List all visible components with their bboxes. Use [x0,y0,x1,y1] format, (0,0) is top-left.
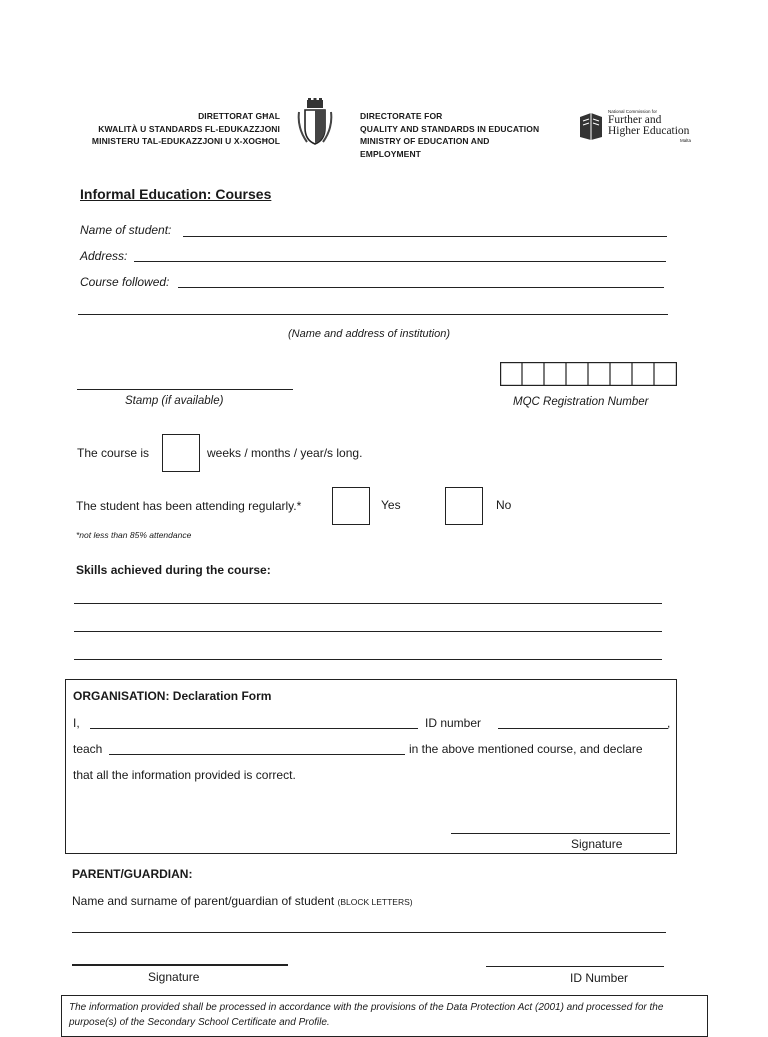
form-title: Informal Education: Courses [80,186,272,202]
skills-heading: Skills achieved during the course: [76,563,271,577]
book-icon [578,111,604,141]
parent-name-field[interactable] [72,932,666,933]
mqc-registration-boxes[interactable] [500,362,677,386]
org-id-label: ID number [425,716,482,730]
header-right-line: QUALITY AND STANDARDS IN EDUCATION [360,123,540,134]
org-i-label: I, [73,716,80,730]
parent-name-label [72,894,413,908]
attending-label: The student has been attending regularly.* [76,499,302,513]
block-letters-note: (BLOCK LETTERS) [337,897,413,907]
attendance-footnote: *not less than 85% attendance [76,530,192,540]
course-label: Course followed: [80,275,170,289]
org-name-field[interactable] [90,728,418,729]
logo-country: Malta [680,138,692,143]
course-field[interactable] [178,287,664,288]
skills-line[interactable] [74,631,662,632]
header-left-line: KWALITÀ U STANDARDS FL-EDUKAZZJONI [98,123,280,134]
parent-signature-label: Signature [148,970,200,984]
header-left-line: DIRETTORAT GĦAL [198,111,280,121]
logo-line1: Further and [608,114,662,126]
header-left-line: MINISTERU TAL-EDUKAZZJONI U X-XOGĦOL [91,136,280,146]
notice-line-2: purpose(s) of the Secondary School Certificate and Profile. [69,1017,330,1028]
org-line3: that all the information provided is correct. [73,768,296,782]
name-field[interactable] [183,236,667,237]
org-signature-line[interactable] [451,833,670,834]
org-teach-field[interactable] [109,754,405,755]
header-maltese-text [80,110,280,148]
parent-heading: PARENT/GUARDIAN: [72,867,193,881]
header-right-line: EMPLOYMENT [360,148,421,159]
org-teach-rest: in the above mentioned course, and declare [409,742,643,756]
header-right-line: MINISTRY OF EDUCATION AND [360,136,490,146]
yes-checkbox[interactable] [332,487,370,525]
org-heading: ORGANISATION: Declaration Form [73,689,272,703]
stamp-caption: Stamp (if available) [125,395,224,407]
address-label: Address: [80,249,128,263]
yes-label: Yes [381,498,401,512]
duration-box[interactable] [162,434,200,472]
no-checkbox[interactable] [445,487,483,525]
skills-line[interactable] [74,603,662,604]
org-id-field[interactable] [498,728,668,729]
coat-of-arms-icon [295,98,335,148]
ncfhe-logo [578,108,698,148]
notice-line-1: The information provided shall be processed in accordance with the provisions of the Data Protection Act (2001) and processed for the [69,1002,664,1013]
no-label: No [496,498,512,512]
header-english-text [360,110,560,160]
header-right-line: DIRECTORATE FOR [360,111,443,121]
org-comma: , [667,716,671,730]
stamp-line[interactable] [77,389,293,390]
parent-name-text: Name and surname of parent/guardian of student [72,894,335,908]
parent-id-line[interactable] [486,966,664,967]
course-is-label: The course is [77,446,150,460]
parent-signature-line[interactable] [72,964,288,966]
logo-line2: Higher Education [608,125,690,137]
mqc-caption: MQC Registration Number [513,396,649,408]
org-signature-label: Signature [571,837,623,851]
skills-line[interactable] [74,659,662,660]
parent-id-label: ID Number [570,971,629,985]
institution-caption: (Name and address of institution) [288,328,451,340]
data-protection-notice [61,995,708,1037]
institution-field[interactable] [78,314,668,315]
duration-units-label: weeks / months / year/s long. [207,446,363,460]
name-label: Name of student: [80,223,172,237]
address-field[interactable] [134,261,666,262]
logo-small-text: National Commission for [608,109,658,114]
organisation-declaration-box [65,679,677,854]
org-teach-label: teach [73,742,103,756]
